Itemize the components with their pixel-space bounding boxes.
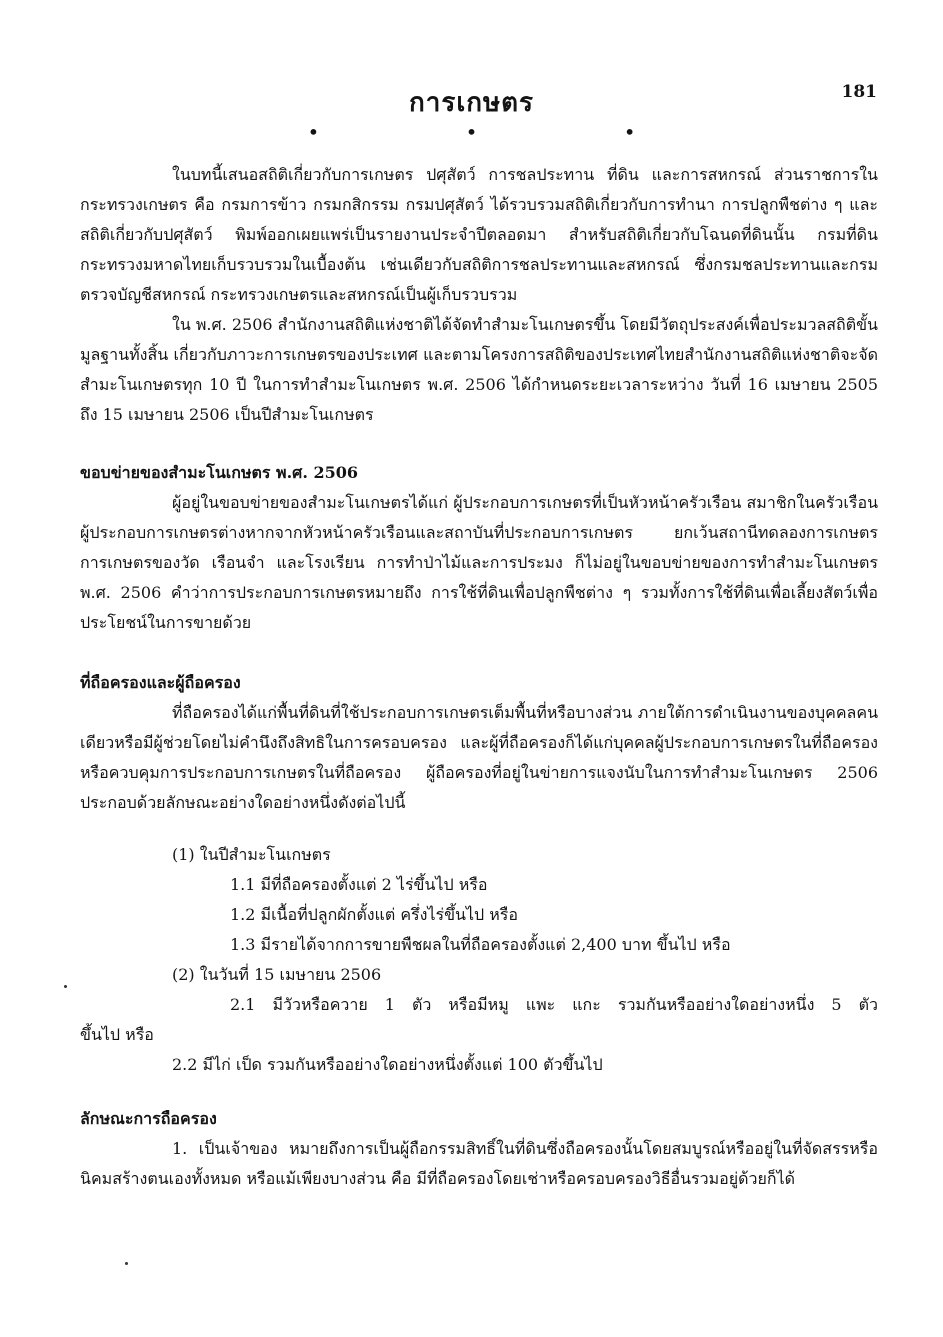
criteria-item-1: (1) ในปีสำมะโนเกษตร	[172, 845, 331, 864]
page-title: การเกษตร	[409, 88, 534, 118]
scan-speck	[64, 985, 67, 988]
intro-paragraph-2: ใน พ.ศ. 2506 สำนักงานสถิติแห่งชาติได้จัดทำสำมะโนเกษตรขึ้น โดยมีวัตถุประสงค์เพื่อประมวลสถิติขั้นมูลฐานทั้งสิ้น เกี่ยวกับภาวะการเกษตรของประเทศ และตามโครงการสถิติของประเทศไทยสำนักงานสถิติแห่งชาติจะจัดสำมะโนเกษตรทุก 10 ปี ในการทำสำมะโนเกษตร พ.ศ. 2506 ได้กำหนดระยะเวลาระหว่าง วันที่ 16 เมษายน 2505 ถึง 15 เมษายน 2506 เป็นปีสำมะโนเกษตร	[80, 315, 878, 424]
criteria-item-2-1: 2.1 มีวัวหรือควาย 1 ตัว หรือมีหมู แพะ แกะ รวมกันหรืออย่างใดอย่างหนึ่ง 5 ตัว	[230, 995, 879, 1014]
holding-section	[80, 668, 878, 818]
tenure-paragraph-1: 1. เป็นเจ้าของ หมายถึงการเป็นผู้ถือกรรมสิทธิ์ในที่ดินซึ่งถือครองนั้นโดยสมบูรณ์หรืออยู่ในที่จัดสรรหรือนิคมสร้างตนเองทั้งหมด หรือแม้เพียงบางส่วน คือ มีที่ถือครองโดยเช่าหรือครอบครองวิธีอื่นรวมอยู่ด้วยก็ได้	[80, 1139, 878, 1188]
criteria-item-2: (2) ในวันที่ 15 เมษายน 2506	[172, 965, 382, 984]
holding-paragraph: ที่ถือครองได้แก่พื้นที่ดินที่ใช้ประกอบการเกษตรเต็มพื้นที่หรือบางส่วน ภายใต้การดำเนินงานของบุคคลคนเดียวหรือมีผู้ช่วยโดยไม่คำนึงถึงสิทธิในการครอบครอง และผู้ที่ถือครองก็ได้แก่บุคคลผู้ประกอบการเกษตรในที่ถือครองหรือควบคุมการประกอบการเกษตรในที่ถือครอง ผู้ถือครองที่อยู่ในข่ายการแจงนับในการทำสำมะโนเกษตร 2506 ประกอบด้วยลักษณะอย่างใดอย่างหนึ่งดังต่อไปนี้	[80, 703, 878, 812]
tenure-section	[80, 1104, 878, 1194]
scope-heading: ขอบข่ายของสำมะโนเกษตร พ.ศ. 2506	[80, 463, 358, 482]
criteria-item-1-3: 1.3 มีรายได้จากการขายพืชผลในที่ถือครองตั้งแต่ 2,400 บาท ขึ้นไป หรือ	[230, 935, 731, 954]
criteria-item-2-2: 2.2 มีไก่ เป็ด รวมกันหรืออย่างใดอย่างหนึ่งตั้งแต่ 100 ตัวขึ้นไป	[172, 1055, 603, 1074]
holding-heading: ที่ถือครองและผู้ถือครอง	[80, 673, 241, 692]
ornament-divider: • • •	[307, 120, 706, 144]
scope-paragraph: ผู้อยู่ในขอบข่ายของสำมะโนเกษตรได้แก่ ผู้ประกอบการเกษตรที่เป็นหัวหน้าครัวเรือน สมาชิกในครัวเรือนผู้ประกอบการเกษตรต่างหากจากหัวหน้าครัวเรือนและสถาบันที่ประกอบการเกษตร ยกเว้นสถานีทดลองการเกษตร การเกษตรของวัด เรือนจำ และโรงเรียน การทำป่าไม้และการประมง ก็ไม่อยู่ในขอบข่ายของการทำสำมะโนเกษตร พ.ศ. 2506 คำว่าการประกอบการเกษตรหมายถึง การใช้ที่ดินเพื่อปลูกพืชต่าง ๆ รวมทั้งการใช้ที่ดินเพื่อเลี้ยงสัตว์เพื่อประโยชน์ในการขายด้วย	[80, 493, 878, 632]
criteria-item-2-1-continuation: ขึ้นไป หรือ	[80, 1025, 154, 1044]
scan-speck	[125, 1262, 128, 1265]
criteria-item-1-2: 1.2 มีเนื้อที่ปลูกผักตั้งแต่ ครึ่งไร่ขึ้นไป หรือ	[230, 905, 519, 924]
tenure-heading: ลักษณะการถือครอง	[80, 1109, 217, 1128]
scope-section	[80, 458, 878, 638]
intro-paragraph-1: ในบทนี้เสนอสถิติเกี่ยวกับการเกษตร ปศุสัตว์ การชลประทาน ที่ดิน และการสหกรณ์ ส่วนราชการในกระทรวงเกษตร คือ กรมการข้าว กรมกสิกรรม กรมปศุสัตว์ ได้รวบรวมสถิติเกี่ยวกับการทำนา การปลูกพืชต่าง ๆ และสถิติเกี่ยวกับปศุสัตว์ พิมพ์ออกเผยแพร่เป็นรายงานประจำปีตลอดมา สำหรับสถิติเกี่ยวกับโฉนดที่ดินนั้น กรมที่ดิน กระทรวงมหาดไทยเก็บรวบรวมในเบื้องต้น เช่นเดียวกับสถิติการชลประทานและสหกรณ์ ซึ่งกรมชลประทานและกรมตรวจบัญชีสหกรณ์ กระทรวงเกษตรและสหกรณ์เป็นผู้เก็บรวบรวม	[80, 165, 878, 304]
criteria-item-1-1: 1.1 มีที่ถือครองตั้งแต่ 2 ไร่ขึ้นไป หรือ	[230, 875, 488, 894]
intro-section	[80, 160, 878, 430]
criteria-list	[80, 840, 878, 1080]
page-number: 181	[841, 82, 877, 102]
